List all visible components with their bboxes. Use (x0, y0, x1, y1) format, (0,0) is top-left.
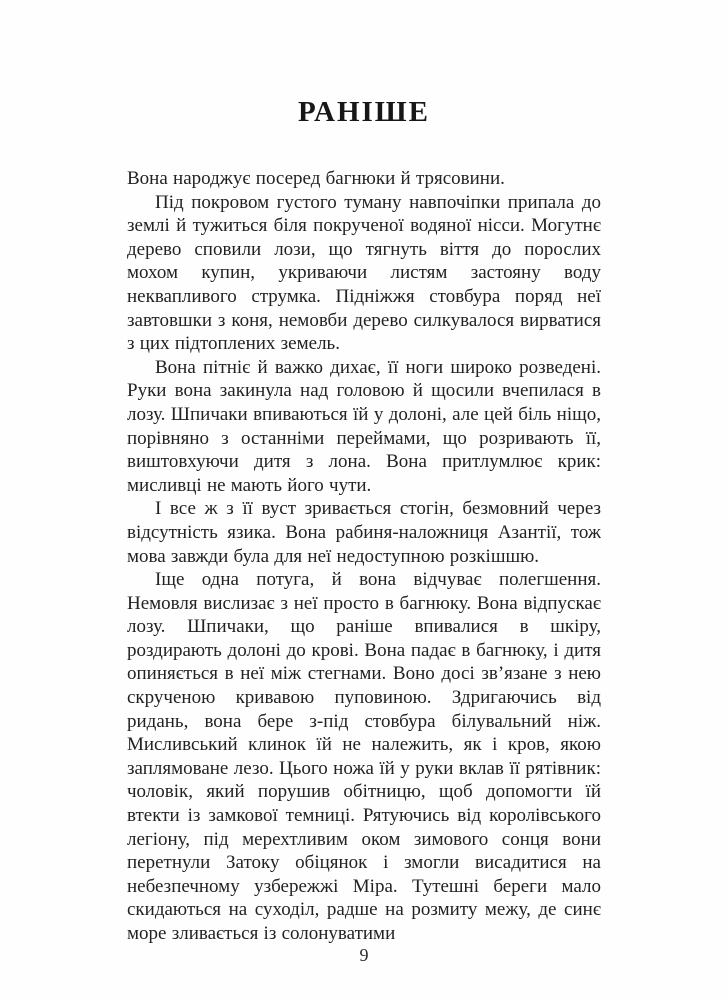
page-number: 9 (359, 945, 369, 965)
paragraph-1: Вона народжує посеред багнюки й трясовини. (127, 168, 505, 189)
paragraph-2: Під покровом густого туману навпочіпки припала до землі й тужиться біля покрученої водяної нісси. Могутнє дерево сповили лози, що тягнуть віття до порослих мохом купин, укриваючи листям застояну воду неквапливого струмка. Підніжжя стовбура поряд неї завтовшки з коня, немовби дерево силкувалося вирватися з цих підтоплених земель. (127, 191, 601, 355)
paragraph-4: І все ж з її вуст зривається стогін, безмовний через відсутність язика. Вона рабиня-наложниця Азантії, тож мова завжди була для неї недоступною розкішшю. (127, 498, 601, 567)
paragraph-5: Іще одна потуга, й вона відчуває полегшення. Немовля вислизає з неї просто в багнюку. Вона відпускає лозу. Шпичаки, що раніше впивалися в шкіру, роздирають долоні до крові. Вона падає в багнюку, і дитя опиняється в неї між стегнами. Воно досі звʼязане з нею скрученою кривавою пуповиною. Здригаючись від ридань, вона бере з-під стовбура білувальний ніж. Мисливський клинок їй не належить, як і кров, якою заплямоване лезо. Цього ножа їй у руки вклав її рятівник: чоловік, який порушив обітницю, щоб допомогти їй втекти із замкової темниці. Рятуючись від королівського легіону, під мерехтливим оком зимового сонця вони перетнули Затоку обіцянок і змогли висадитися на небезпечному узбережжі Міра. Тутешні береги мало скидаються на суходіл, радше на розмиту межу, де синє море зливається із солонуватими (127, 569, 601, 944)
paragraph-3: Вона пітніє й важко дихає, її ноги широко розведені. Руки вона закинула над головою й щосили вчепилася в лозу. Шпичаки впиваються їй у долоні, але цей біль ніщо, порівняно з останніми переймами, що розривають її, виштовхуючи дитя з лона. Вона притлумлює крик: мисливці не мають його чути. (127, 356, 601, 496)
body-text (127, 167, 601, 946)
chapter-title: РАНІШЕ (298, 96, 430, 128)
